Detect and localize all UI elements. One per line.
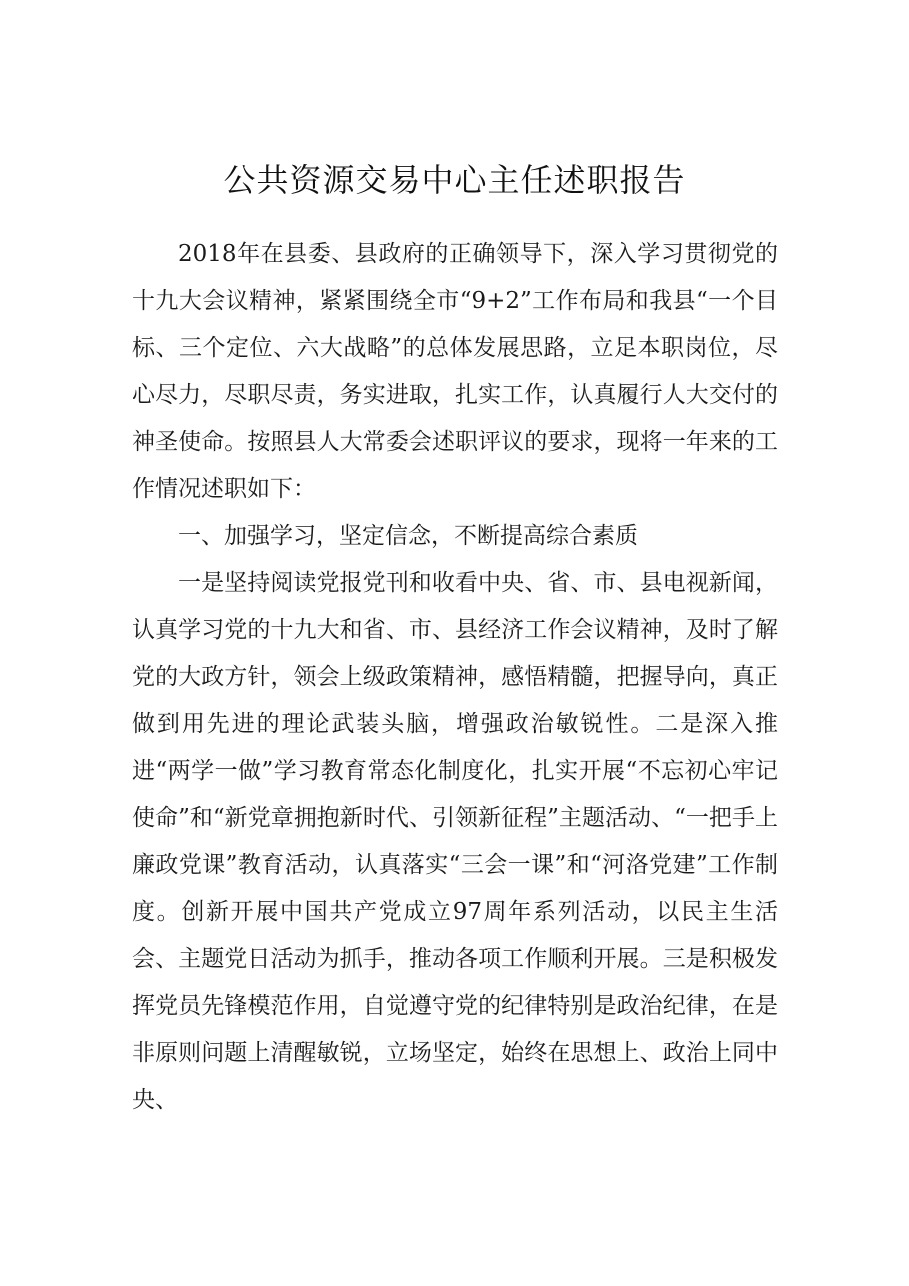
document-body (132, 231, 778, 1124)
document-title: 公共资源交易中心主任述职报告 (223, 161, 686, 199)
paragraph-intro: 2018年在县委、县政府的正确领导下，深入学习贯彻党的十九大会议精神，紧紧围绕全市“9+2”工作布局和我县“一个目标、三个定位、六大战略”的总体发展思路，立足本职岗位，尽心尽力，尽职尽责，务实进取，扎实工作，认真履行人大交付的神圣使命。按照县人大常委会述职评议的要求，现将一年来的工作情况述职如下： (132, 241, 778, 502)
paragraph-section-1: 一是坚持阅读党报党刊和收看中央、省、市、县电视新闻，认真学习党的十九大和省、市、县经济工作会议精神，及时了解党的大政方针，领会上级政策精神，感悟精髓，把握导向，真正做到用先进的理论武装头脑，增强政治敏锐性。二是深入推进“两学一做”学习教育常态化制度化，扎实开展“不忘初心牢记使命”和“新党章拥抱新时代、引领新征程”主题活动、“一把手上廉政党课”教育活动，认真落实“三会一课”和“河洛党建”工作制度。创新开展中国共产党成立97周年系列活动，以民主生活会、主题党日活动为抓手，推动各项工作顺利开展。三是积极发挥党员先锋模范作用，自觉遵守党的纪律特别是政治纪律，在是非原则问题上清醒敏锐，立场坚定，始终在思想上、政治上同中央、 (132, 570, 778, 1113)
section-heading-1: 一、加强学习，坚定信念，不断提高综合素质 (178, 523, 638, 549)
